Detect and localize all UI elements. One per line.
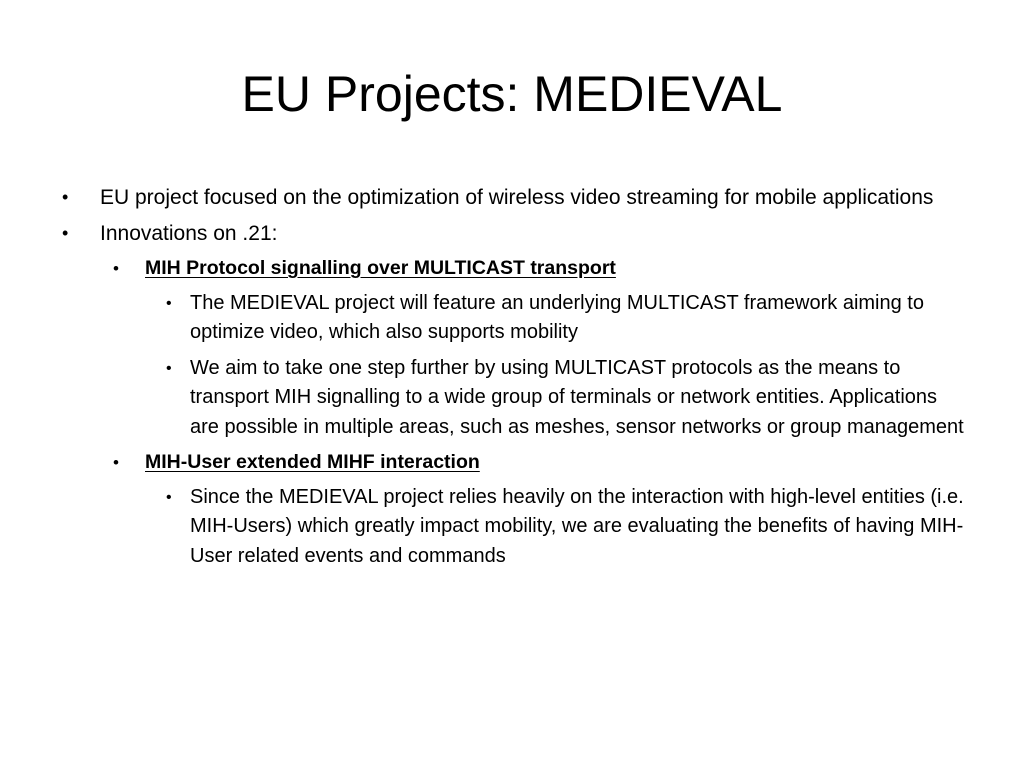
bullet-icon: • — [113, 259, 119, 278]
bullet-text: The MEDIEVAL project will feature an underlying MULTICAST framework aiming to optimize video, which also supports mobility — [190, 291, 924, 343]
bullet-text: EU project focused on the optimization of wireless video streaming for mobile applications — [100, 186, 934, 209]
bullet-text: Since the MEDIEVAL project relies heavily on the interaction with high-level entities (i.e. MIH-Users) which greatly impact mobility, we are evaluating the benefits of having MIH-User related events and commands — [190, 485, 964, 567]
sub-bullet-item — [105, 448, 970, 478]
sub-sub-bullet-item — [164, 289, 970, 348]
bullet-list — [60, 183, 970, 577]
bullet-icon: • — [113, 453, 119, 472]
slide-title: EU Projects: MEDIEVAL — [241, 66, 783, 122]
bullet-icon: • — [166, 488, 172, 506]
bullet-icon: • — [62, 187, 69, 207]
bullet-item — [60, 183, 970, 213]
bullet-icon: • — [62, 222, 69, 243]
bullet-text: Innovations on .21: — [100, 221, 278, 245]
sub-sub-bullet-item — [164, 354, 970, 443]
bullet-icon: • — [166, 359, 172, 377]
sub-bullet-item — [105, 254, 970, 284]
sub-sub-bullet-item — [164, 483, 970, 572]
bullet-icon: • — [166, 294, 172, 312]
bullet-text: We aim to take one step further by using MULTICAST protocols as the means to transport MIH signalling to a wide group of terminals or network entities. Applications are possible in multiple areas, such as meshes, sensor networks or group management — [190, 356, 964, 438]
sub-bullet-heading: MIH-User extended MIHF interaction — [145, 451, 480, 473]
bullet-item — [60, 219, 970, 249]
sub-bullet-heading: MIH Protocol signalling over MULTICAST transport — [145, 257, 616, 279]
